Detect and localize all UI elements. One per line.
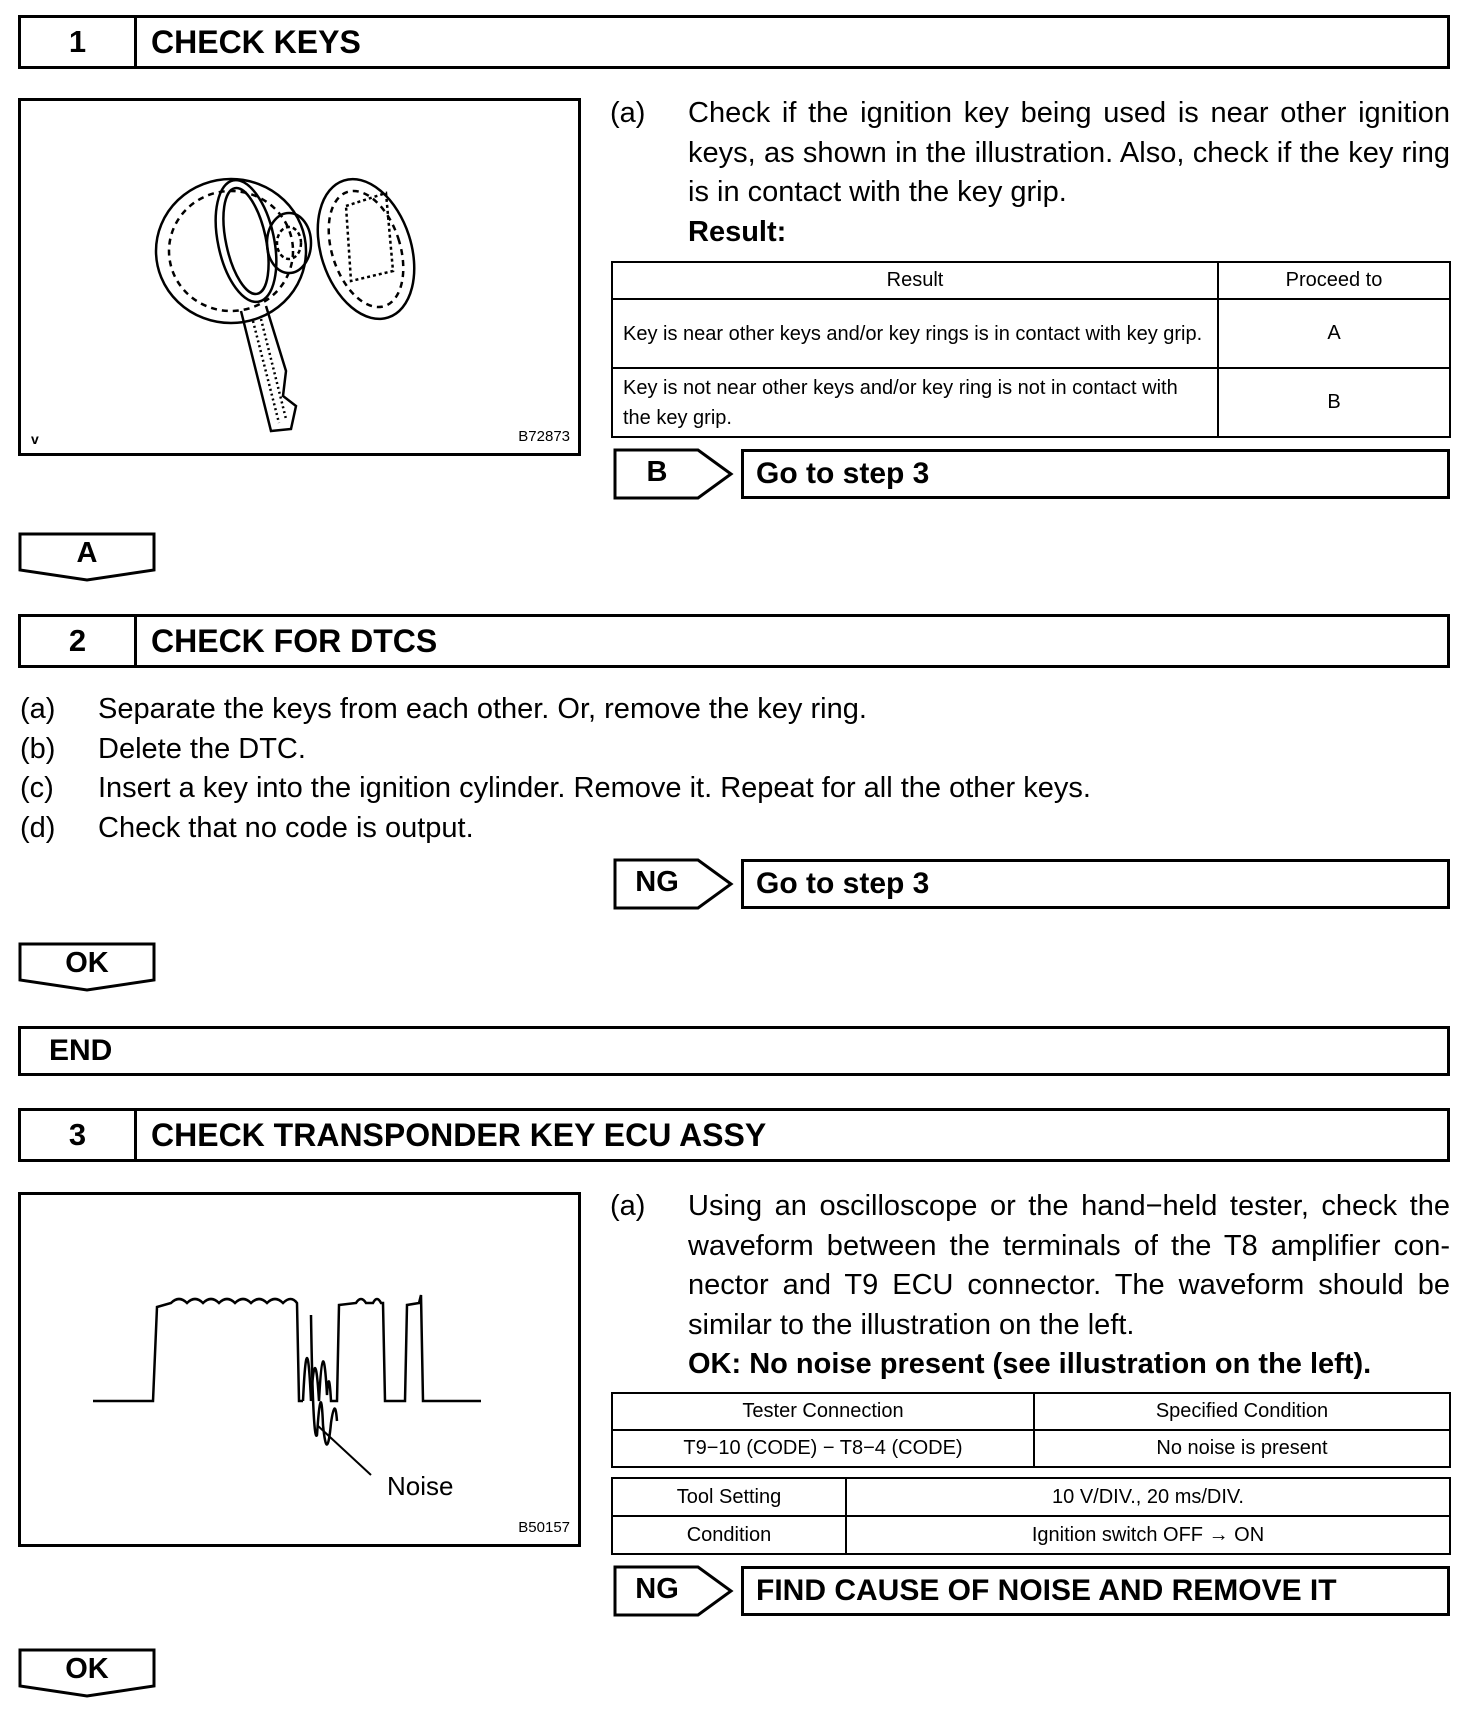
item-text: Check that no code is output. bbox=[98, 811, 474, 844]
step-2-header bbox=[18, 614, 1450, 668]
noise-label: Noise bbox=[387, 1471, 454, 1501]
table-header: Tester Connection bbox=[612, 1393, 1034, 1430]
table-header: Specified Condition bbox=[1034, 1393, 1450, 1430]
table-cell: Key is near other keys and/or key rings is in contact with key grip. bbox=[612, 299, 1218, 368]
step-3-header bbox=[18, 1108, 1450, 1162]
item-label: (c) bbox=[20, 772, 54, 804]
tab-label: A bbox=[76, 537, 98, 569]
item-text: Insert a key into the ignition cylinder. Remove it. Repeat for all the other keys. bbox=[98, 772, 1091, 804]
list-item bbox=[20, 690, 1320, 730]
tool-setting-table bbox=[611, 1477, 1451, 1555]
table-header: Result bbox=[612, 262, 1218, 299]
table-cell: T9−10 (CODE) − T8−4 (CODE) bbox=[612, 1430, 1034, 1467]
item-text: Delete the DTC. bbox=[98, 732, 306, 765]
item-label: (a) bbox=[610, 1190, 646, 1222]
item-label: (b) bbox=[20, 732, 56, 765]
figure-mark: v bbox=[31, 431, 39, 447]
table-row bbox=[612, 299, 1450, 368]
item-text: Separate the keys from each other. Or, remove the key ring. bbox=[98, 693, 867, 725]
branch-b bbox=[613, 448, 1450, 500]
table-cell: B bbox=[1218, 368, 1450, 437]
table-row bbox=[612, 1516, 1450, 1554]
go-to-step-link[interactable]: Go to step 3 bbox=[741, 859, 1450, 909]
step-title: CHECK TRANSPONDER KEY ECU ASSY bbox=[151, 1116, 767, 1153]
branch-label: NG bbox=[635, 1573, 679, 1605]
ok-condition: OK: No noise present (see illustration on the left). bbox=[688, 1348, 1372, 1380]
table-row bbox=[612, 1430, 1450, 1467]
end-bar: END bbox=[18, 1026, 1450, 1076]
item-label: (d) bbox=[20, 811, 56, 844]
tester-connection-table bbox=[611, 1392, 1451, 1468]
item-text: Using an oscilloscope or the hand−held tester, check the waveform between the terminals of the T8 amplifier con- nector and T9 ECU connector. The waveform should be similar to the illustration on the left. bbox=[688, 1190, 1450, 1341]
table-cell: No noise is present bbox=[1034, 1430, 1450, 1467]
tab-label: OK bbox=[65, 947, 109, 979]
branch-label: B bbox=[646, 456, 668, 488]
next-tab-a bbox=[18, 532, 156, 582]
step-number: 1 bbox=[21, 18, 137, 66]
figure-code: B50157 bbox=[518, 1519, 570, 1536]
step-number: 2 bbox=[21, 617, 137, 665]
step-number: 3 bbox=[21, 1111, 137, 1159]
table-cell: 10 V/DIV., 20 ms/DIV. bbox=[846, 1478, 1450, 1516]
table-cell: Key is not near other keys and/or key ring is not in contact with the key grip. bbox=[612, 368, 1218, 437]
step-1-instructions bbox=[610, 94, 1450, 252]
next-tab-ok bbox=[18, 1648, 156, 1698]
item-label: (a) bbox=[610, 97, 646, 129]
table-cell: Condition bbox=[612, 1516, 846, 1554]
step-1-header bbox=[18, 15, 1450, 69]
figure-code: B72873 bbox=[518, 428, 570, 445]
list-item bbox=[20, 730, 1320, 770]
find-cause-link[interactable]: FIND CAUSE OF NOISE AND REMOVE IT bbox=[741, 1566, 1450, 1616]
result-label: Result: bbox=[688, 215, 787, 248]
key-illustration bbox=[18, 98, 581, 456]
table-cell: Ignition switch OFF → ON bbox=[846, 1516, 1450, 1554]
branch-ng bbox=[613, 858, 1450, 910]
table-row bbox=[612, 1478, 1450, 1516]
table-cell: Tool Setting bbox=[612, 1478, 846, 1516]
next-tab-ok bbox=[18, 942, 156, 992]
step-title: CHECK KEYS bbox=[151, 23, 361, 60]
table-header: Proceed to bbox=[1218, 262, 1450, 299]
list-item bbox=[20, 809, 1320, 849]
step-3-instructions bbox=[610, 1187, 1450, 1385]
table-cell: A bbox=[1218, 299, 1450, 368]
go-to-step-link[interactable]: Go to step 3 bbox=[741, 449, 1450, 499]
item-text: Check if the ignition key being used is near other ignition keys, as shown in the illustration. Also, check if the key ring is in contact with the key grip. bbox=[688, 97, 1450, 208]
branch-ng bbox=[613, 1565, 1450, 1617]
table-row bbox=[612, 368, 1450, 437]
waveform-drawing bbox=[21, 1195, 578, 1544]
tab-label: OK bbox=[65, 1653, 109, 1685]
step-title: CHECK FOR DTCS bbox=[151, 622, 438, 659]
item-label: (a) bbox=[20, 693, 56, 725]
list-item bbox=[20, 769, 1320, 809]
waveform-illustration bbox=[18, 1192, 581, 1547]
step-2-instructions bbox=[20, 690, 1320, 848]
keys-drawing bbox=[21, 101, 578, 453]
branch-label: NG bbox=[635, 866, 679, 898]
result-table bbox=[611, 261, 1451, 438]
